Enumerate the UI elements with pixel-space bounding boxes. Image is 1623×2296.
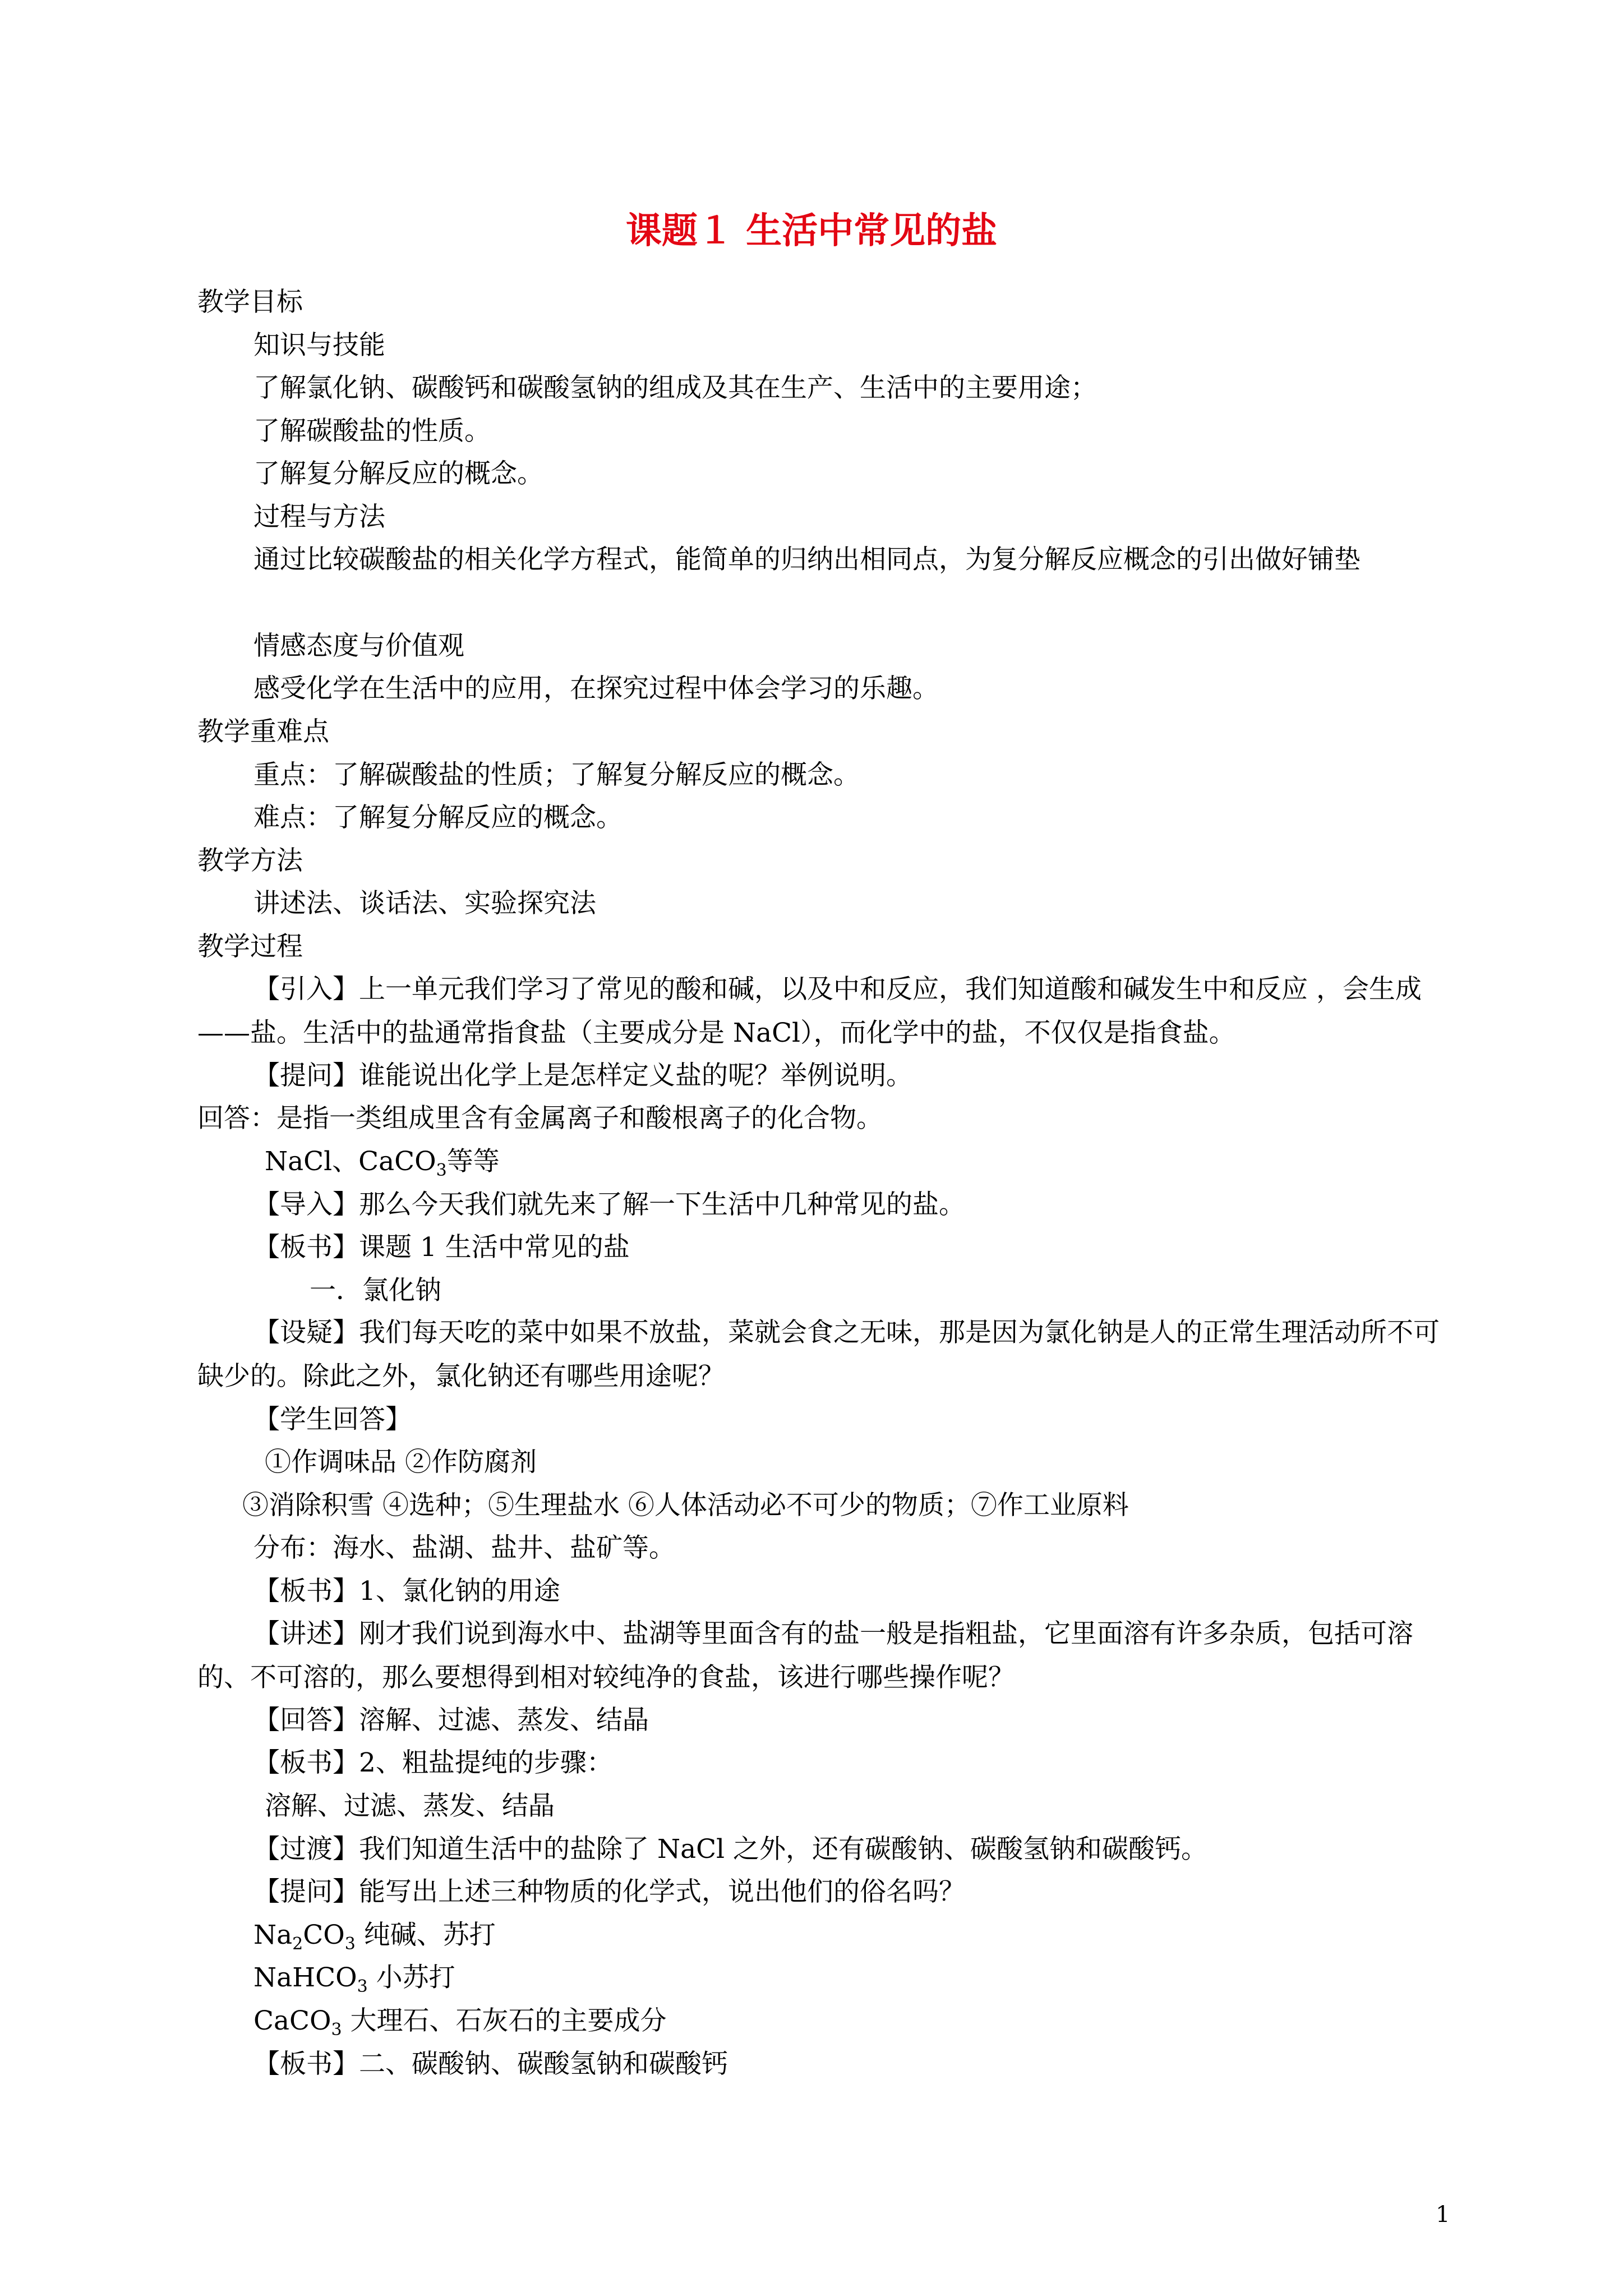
text-line: 溶解、过滤、蒸发、结晶 xyxy=(265,1791,555,1821)
page-title: 课题１ 生活中常见的盐 xyxy=(625,210,998,252)
text-line: CaCO$_3$ 大理石、石灰石的主要成分 xyxy=(253,2005,667,2040)
text-line: 感受化学在生活中的应用，在探究过程中体会学习的乐趣。 xyxy=(253,673,939,705)
text-line: 教学过程 xyxy=(197,931,303,962)
text-line: 【板书】二、碳酸钠、碳酸氢钠和碳酸钙 xyxy=(253,2048,728,2079)
text-line: 【板书】1、氯化钠的用途 xyxy=(253,1576,560,1607)
text-line: 【板书】2、粗盐提纯的步骤： xyxy=(253,1747,613,1779)
text-line: 通过比较碳酸盐的相关化学方程式，能简单的归纳出相同点，为复分解反应概念的引出做好铺垫 xyxy=(253,544,1361,575)
text-line: 【提问】谁能说出化学上是怎样定义盐的呢？举例说明。 xyxy=(253,1060,912,1091)
text-line: 知识与技能 xyxy=(253,329,385,361)
text-line: 【导入】那么今天我们就先来了解一下生活中几种常见的盐。 xyxy=(253,1189,965,1220)
text-line: 【过渡】我们知道生活中的盐除了 NaCl 之外，还有碳酸钠、碳酸氢钠和碳酸钙。 xyxy=(253,1833,1208,1865)
text-line: 教学方法 xyxy=(197,845,303,876)
text-line: 回答：是指一类组成里含有金属离子和酸根离子的化合物。 xyxy=(197,1103,883,1134)
text-line: 【讲述】刚才我们说到海水中、盐湖等里面含有的盐一般是指粗盐，它里面溶有许多杂质，包括可溶的、不可溶的，那么要想得到相对较纯净的食盐，该进行哪些操作呢？ xyxy=(197,1618,1413,1693)
text-line: ①作调味品 ②作防腐剂 xyxy=(265,1447,537,1478)
text-line: 教学目标 xyxy=(197,287,303,318)
text-line: 难点：了解复分解反应的概念。 xyxy=(253,802,623,834)
text-line: $Na_2CO_3$ 纯碱、苏打 xyxy=(253,1919,496,1954)
text-line: 【提问】能写出上述三种物质的化学式，说出他们的俗名吗？ xyxy=(253,1876,965,1908)
text-line: 重点：了解碳酸盐的性质；了解复分解反应的概念。 xyxy=(253,759,860,790)
text-line: NaHCO$_3$ 小苏打 xyxy=(253,1962,455,1997)
text-line: 一．氯化钠 xyxy=(310,1274,441,1306)
text-line: 了解碳酸盐的性质。 xyxy=(253,415,491,447)
text-line: 情感态度与价值观 xyxy=(253,630,464,661)
page-number: 1 xyxy=(1436,2202,1450,2228)
text-line: 【板书】课题 1 生活中常见的盐 xyxy=(253,1232,630,1263)
text-line: 【引入】上一单元我们学习了常见的酸和碱，以及中和反应，我们知道酸和碱发生中和反应 ，会生成——盐。生活中的盐通常指食盐（主要成分是 NaCl），而化学中的盐，不仅仅是指食盐。 xyxy=(197,973,1422,1048)
text-line: 【设疑】我们每天吃的菜中如果不放盐，菜就会食之无味，那是因为氯化钠是人的正常生理活动所不可缺少的。除此之外，氯化钠还有哪些用途呢？ xyxy=(197,1317,1440,1392)
text-line: 了解氯化钠、碳酸钙和碳酸氢钠的组成及其在生产、生活中的主要用途； xyxy=(253,372,1097,404)
text-line: 【学生回答】 xyxy=(253,1404,412,1435)
text-line: 分布：海水、盐湖、盐井、盐矿等。 xyxy=(253,1533,675,1564)
text-line: NaCl、CaCO$_3$等等 xyxy=(265,1146,500,1180)
text-line: ③消除积雪 ④选种；⑤生理盐水 ⑥人体活动必不可少的物质；⑦作工业原料 xyxy=(242,1489,1129,1521)
text-line: 过程与方法 xyxy=(253,501,385,532)
text-line: 教学重难点 xyxy=(197,716,329,747)
text-line: 讲述法、谈话法、实验探究法 xyxy=(253,888,596,919)
text-line: 【回答】溶解、过滤、蒸发、结晶 xyxy=(253,1704,649,1736)
text-line: 了解复分解反应的概念。 xyxy=(253,458,543,490)
